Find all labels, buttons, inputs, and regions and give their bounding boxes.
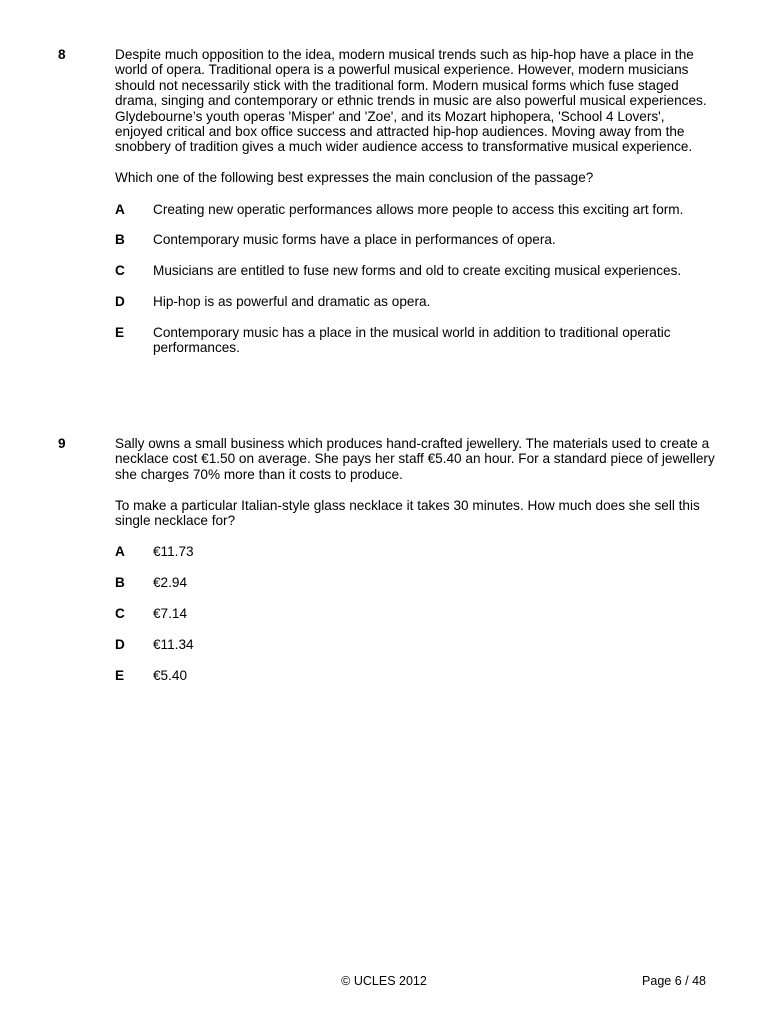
option-text: €5.40 — [153, 667, 188, 683]
answer-option-e — [115, 325, 715, 356]
answer-options — [115, 202, 715, 356]
page-number: Page 6 / 48 — [642, 974, 706, 988]
question-8 — [115, 47, 715, 371]
question-passage: Sally owns a small business which produces hand-crafted jewellery. The materials used to create a necklace cost €1.50 on average. She pays her staff €5.40 an hour. For a standard piece of jewellery she charges 70% more than it costs to produce. — [115, 436, 715, 482]
answer-option-c — [115, 263, 715, 278]
option-letter: E — [115, 324, 125, 340]
option-letter: E — [115, 667, 125, 683]
question-prompt: To make a particular Italian-style glass necklace it takes 30 minutes. How much does she sell this single necklace for? — [115, 497, 700, 529]
answer-option-b — [115, 575, 715, 590]
option-letter: A — [115, 544, 125, 560]
option-text: Musicians are entitled to fuse new forms and old to create exciting musical experiences. — [153, 263, 682, 279]
option-text: Creating new operatic performances allows more people to access this exciting art form. — [153, 201, 684, 217]
option-text: Hip-hop is as powerful and dramatic as opera. — [153, 294, 431, 310]
answer-option-a — [115, 544, 715, 559]
question-prompt: Which one of the following best expresses the main conclusion of the passage? — [115, 170, 594, 186]
option-text: Contemporary music has a place in the musical world in addition to traditional operatic performances. — [153, 324, 671, 356]
option-letter: A — [115, 201, 125, 217]
option-letter: B — [115, 575, 125, 591]
question-number: 8 — [58, 47, 66, 62]
answer-option-d — [115, 294, 715, 309]
answer-option-e — [115, 668, 715, 683]
option-letter: B — [115, 232, 125, 248]
footer-copyright: © UCLES 2012 — [341, 974, 427, 988]
option-text: €11.34 — [153, 636, 194, 652]
option-text: €11.73 — [153, 544, 194, 560]
answer-option-b — [115, 232, 715, 247]
answer-option-c — [115, 606, 715, 621]
option-letter: C — [115, 606, 125, 622]
option-text: €7.14 — [153, 606, 188, 622]
question-9 — [115, 436, 715, 698]
option-text: Contemporary music forms have a place in performances of opera. — [153, 232, 556, 248]
answer-option-a — [115, 202, 715, 217]
option-letter: C — [115, 263, 125, 279]
option-letter: D — [115, 636, 125, 652]
option-letter: D — [115, 294, 125, 310]
option-text: €2.94 — [153, 575, 188, 591]
answer-option-d — [115, 637, 715, 652]
question-number: 9 — [58, 436, 66, 451]
question-passage: Despite much opposition to the idea, modern musical trends such as hip-hop have a place in the world of opera. Traditional opera is a powerful musical experience. However, modern musicians should not necessarily stick with the traditional form. Modern musical forms which fuse staged drama, singing and contemporary or ethnic trends in music are also powerful musical experiences. Glydebourne’s youth operas 'Misper' and 'Zoe', and its Mozart hiphopera, 'School 4 Lovers', enjoyed critical and box office success and attracted hip-hop audiences. Moving away from the snobbery of tradition gives a much wider audience access to transformative musical experience. — [115, 47, 707, 155]
answer-options — [115, 544, 715, 683]
